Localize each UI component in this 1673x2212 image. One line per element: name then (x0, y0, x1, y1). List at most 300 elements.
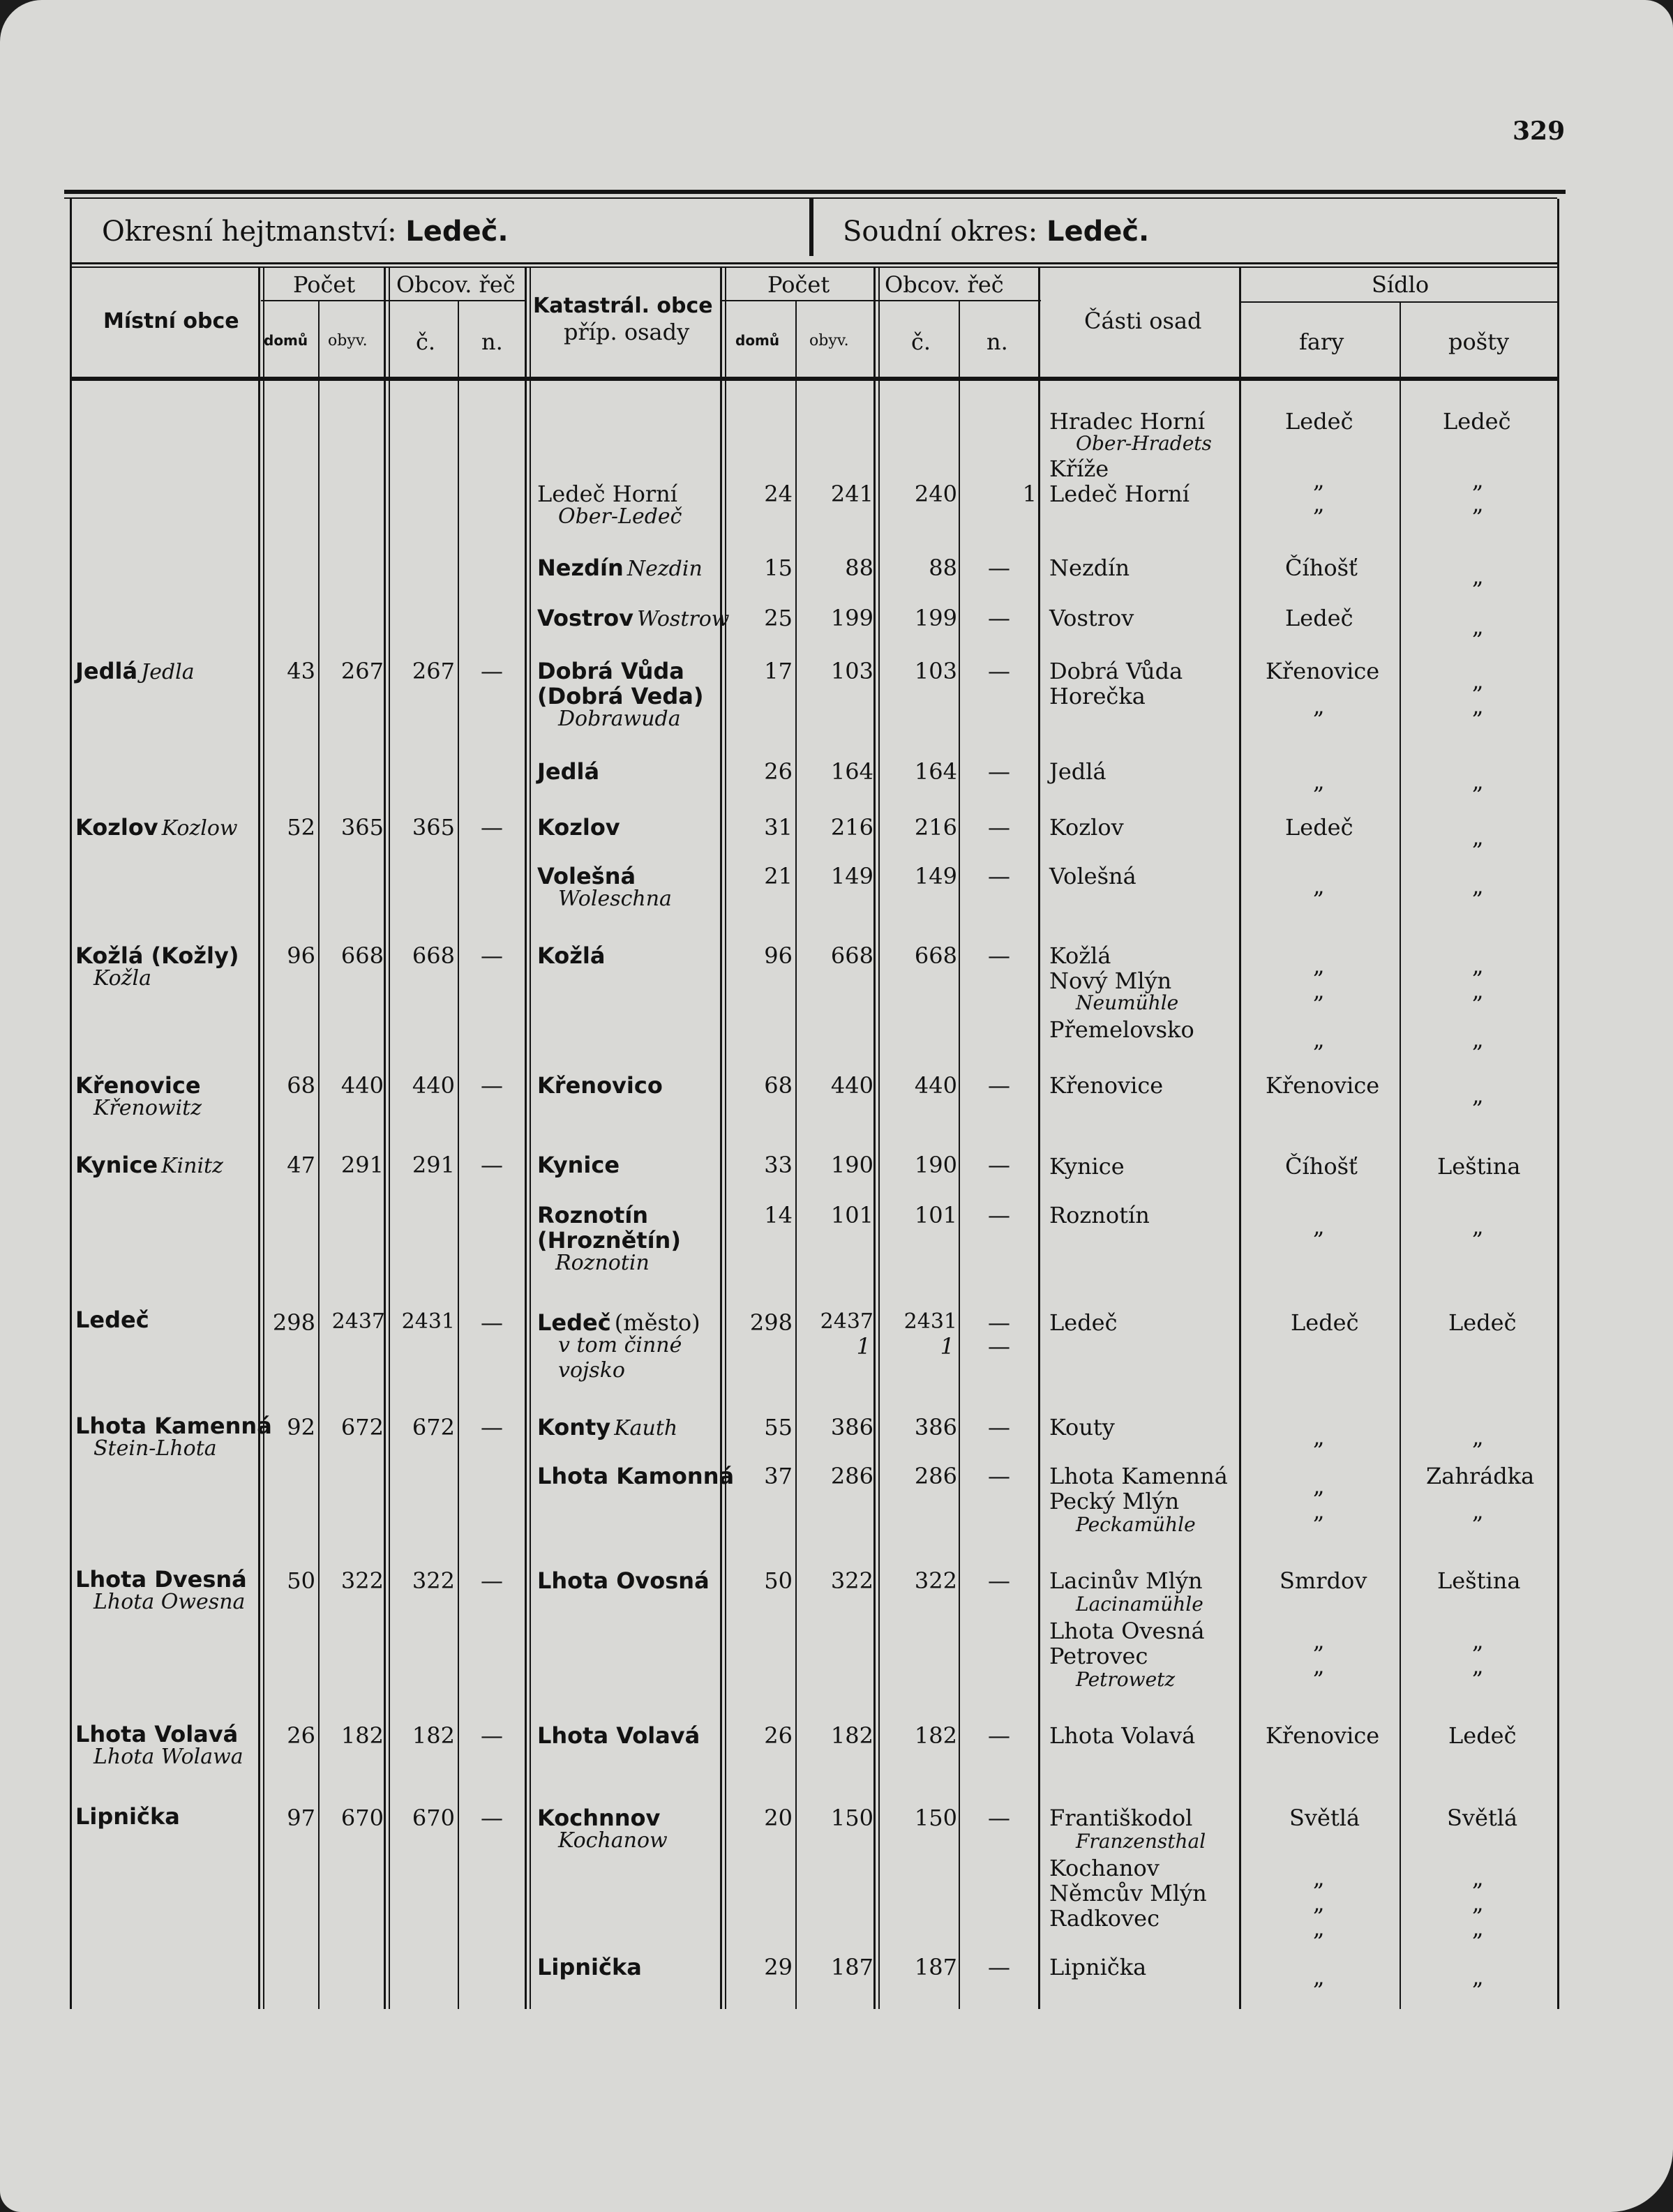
posty-value: Zahrádka (1426, 1463, 1535, 1489)
posty-value-3: „ (1472, 1026, 1484, 1053)
obec-obyv: 322 (340, 1567, 384, 1594)
obyv-value: 241 (830, 481, 873, 507)
part-name: Pecký Mlýn (1049, 1488, 1180, 1514)
part-name: Roznotín (1049, 1202, 1150, 1228)
fary-value: „ (1313, 467, 1325, 493)
vline-6 (720, 266, 722, 2009)
fary-value: „ (1313, 1915, 1325, 1941)
posty-value: Ledeč (1448, 1722, 1517, 1749)
obec-name-german: Lhota Wolawa (93, 1745, 243, 1769)
posty-value: „ (1472, 563, 1484, 589)
obyv-value: 149 (830, 863, 873, 889)
posty-value: „ (1472, 668, 1484, 694)
posty-value: „ (1472, 467, 1484, 493)
header-bottom-rule (70, 377, 1557, 381)
posty-value: Ledeč (1448, 1309, 1517, 1336)
c-value: 240 (914, 481, 957, 507)
obec-name: Kynice Kinitz (75, 1152, 223, 1178)
obec-name: Křenovice (75, 1072, 201, 1099)
fary-value: „ (1313, 1653, 1325, 1679)
obec-name: Kozlov Kozlow (75, 814, 238, 841)
domu-value: 31 (764, 814, 793, 841)
kat-name-german: Roznotin (555, 1251, 650, 1275)
fary-value: „ (1313, 768, 1325, 795)
c-value: 149 (914, 863, 957, 889)
obec-c: 322 (412, 1567, 455, 1594)
fary-value: „ (1313, 693, 1325, 719)
vline-6b (725, 266, 726, 2009)
fary-value: „ (1313, 952, 1325, 979)
fary-value: „ (1313, 1865, 1325, 1891)
part-name: Kožlá (1049, 942, 1111, 969)
obec-domu: 43 (287, 658, 315, 684)
kat-name-alt: (Hroznětín) (537, 1227, 681, 1254)
obec-c: 365 (412, 814, 455, 841)
posty-value: Leština (1437, 1153, 1521, 1180)
obyv-value: 164 (830, 758, 873, 785)
posty-value: „ (1472, 824, 1484, 850)
obyv-value: 668 (830, 942, 873, 969)
obec-domu: 68 (287, 1072, 315, 1099)
court-header (843, 218, 1149, 246)
part-name: Kynice (1049, 1153, 1125, 1180)
obec-domu: 50 (287, 1567, 315, 1594)
posty-value: Ledeč (1443, 408, 1511, 435)
posty-value: Leština (1437, 1567, 1521, 1594)
obec-name: Lhota Dvesná (75, 1566, 247, 1593)
vline-right (1557, 199, 1559, 2009)
kat-note: v tom činné (558, 1333, 682, 1357)
vline-5 (525, 266, 527, 2009)
n-value: — (988, 1309, 1010, 1336)
fary-value: „ (1313, 1424, 1325, 1450)
subheader-line-2 (721, 300, 1041, 301)
fary-value: „ (1313, 873, 1325, 899)
posty-value: „ (1472, 952, 1484, 979)
c-value: 187 (914, 1954, 957, 1980)
posty-value: „ (1472, 768, 1484, 795)
obec-obyv: 668 (340, 942, 384, 969)
obyv-value: 440 (830, 1072, 873, 1099)
fary-value: Světlá (1289, 1805, 1360, 1831)
n-value: — (988, 658, 1010, 684)
obec-c: 291 (412, 1152, 455, 1178)
fary-value: Ledeč (1285, 605, 1353, 631)
obec-name: Jedlá Jedla (75, 658, 195, 684)
kat-name-german: Ober-Ledeč (558, 504, 682, 529)
n-value: — (988, 1414, 1010, 1440)
part-name-german: Petrowetz (1076, 1668, 1176, 1691)
header-line-2 (70, 266, 1557, 268)
kat-name: Ledeč Horní (537, 481, 678, 507)
col-obyv-2: obyv. (809, 332, 849, 349)
domu-value: 55 (764, 1414, 793, 1440)
obec-n: — (481, 1309, 503, 1336)
obec-name: Kožlá (Kožly) (75, 942, 239, 969)
part-name: Dobrá Vůda (1049, 658, 1183, 684)
col-c: č. (416, 329, 436, 355)
kat-name: Křenovico (537, 1072, 663, 1099)
c-value: 164 (914, 758, 957, 785)
vline-1b (263, 266, 264, 2009)
domu-value: 29 (764, 1954, 793, 1980)
obec-domu: 96 (287, 942, 315, 969)
part-name: Lhota Ovesná (1049, 1618, 1205, 1644)
vline-1 (258, 266, 260, 2009)
part-name: Lipnička (1049, 1954, 1147, 1980)
vline-8b (878, 266, 880, 2009)
part-name: Lacinův Mlýn (1049, 1567, 1203, 1594)
c-value: 190 (914, 1152, 957, 1178)
obyv-value: 386 (830, 1414, 873, 1440)
part-name: Lhota Kamenná (1049, 1463, 1228, 1489)
kat-name: Dobrá Vůda (537, 658, 684, 684)
obec-n: — (481, 658, 503, 684)
n-value-2: — (988, 1333, 1010, 1360)
col-pocet-2: Počet (767, 271, 830, 298)
posty-value: „ (1472, 1915, 1484, 1941)
obec-obyv: 670 (340, 1805, 384, 1831)
n-value: — (988, 1954, 1010, 1980)
obec-name: Ledeč (75, 1307, 149, 1333)
obec-obyv: 2437 (331, 1309, 385, 1334)
n-value: — (988, 863, 1010, 889)
kat-name: Lhota Ovosná (537, 1567, 710, 1594)
obyv-value: 182 (830, 1722, 873, 1749)
kat-name: Volešná (537, 863, 636, 889)
col-prip-osady: příp. osady (564, 319, 690, 345)
obec-n: — (481, 814, 503, 841)
col-sidlo: Sídlo (1372, 271, 1430, 298)
vline-8 (873, 266, 876, 2009)
obec-name-german: Křenowitz (93, 1096, 202, 1120)
c-value: 2431 (903, 1309, 957, 1334)
col-obyv: obyv. (328, 332, 368, 349)
vline-3 (384, 266, 386, 2009)
kat-name: Jedlá (537, 758, 600, 785)
posty-value: „ (1472, 1082, 1484, 1108)
n-value: — (988, 1202, 1010, 1228)
obec-c: 182 (412, 1722, 455, 1749)
obec-n: — (481, 1414, 503, 1440)
court-name: Ledeč. (1046, 216, 1150, 248)
c-value: 216 (914, 814, 957, 841)
vline-2 (318, 301, 320, 2009)
col-domu: domů (264, 332, 308, 349)
kat-name: Vostrov Wostrow (537, 605, 730, 631)
obec-name: Lhota Kamenná (75, 1413, 272, 1439)
domu-value: 33 (764, 1152, 793, 1178)
obec-n: — (481, 1152, 503, 1178)
domu-value: 96 (764, 942, 793, 969)
obec-domu: 52 (287, 814, 315, 841)
part-name: Nový Mlýn (1049, 968, 1172, 994)
fary-value: Číhošť (1285, 1153, 1358, 1180)
n-value: 1 (1022, 481, 1037, 507)
c-value: 103 (914, 658, 957, 684)
obec-n: — (481, 1722, 503, 1749)
part-name-german: Peckamühle (1076, 1513, 1196, 1536)
obyv-value: 187 (830, 1954, 873, 1980)
part-name: Volešná (1049, 863, 1136, 889)
vline-11 (1239, 266, 1241, 2009)
kat-name: Lhota Kamonná (537, 1463, 735, 1489)
n-value: — (988, 758, 1010, 785)
obec-c: 440 (412, 1072, 455, 1099)
part-name-german: Franzensthal (1076, 1830, 1206, 1853)
n-value: — (988, 1072, 1010, 1099)
c-value: 386 (914, 1414, 957, 1440)
posty-value: „ (1472, 1498, 1484, 1524)
c-value: 182 (914, 1722, 957, 1749)
obec-domu: 26 (287, 1722, 315, 1749)
obec-name: Lhota Volavá (75, 1721, 239, 1747)
n-value: — (988, 1805, 1010, 1831)
kat-name: Nezdín Nezdin (537, 555, 703, 581)
obyv-value: 216 (830, 814, 873, 841)
posty-value: Světlá (1447, 1805, 1518, 1831)
col-c-2: č. (911, 329, 931, 355)
kat-name-alt: (Dobrá Veda) (537, 683, 704, 709)
subheader-line-3 (1240, 301, 1557, 303)
part-name: Kochanov (1049, 1855, 1160, 1881)
domu-value: 68 (764, 1072, 793, 1099)
c-value: 199 (914, 605, 957, 631)
fary-value: „ (1313, 1964, 1325, 1990)
posty-value-2: „ (1472, 977, 1484, 1004)
kat-name-german: Kochanow (558, 1828, 668, 1853)
fary-value: Ledeč (1285, 408, 1353, 435)
part-name: Ledeč Horní (1049, 481, 1190, 507)
domu-value: 25 (764, 605, 793, 631)
col-n-2: n. (986, 329, 1008, 355)
obyv-value: 103 (830, 658, 873, 684)
domu-value: 14 (764, 1202, 793, 1228)
domu-value: 26 (764, 758, 793, 785)
n-value: — (988, 605, 1010, 631)
fary-value: Ledeč (1291, 1309, 1359, 1336)
vline-10 (1038, 266, 1040, 2009)
kat-name: Lipnička (537, 1954, 642, 1980)
obyv-value: 101 (830, 1202, 873, 1228)
obyv-value: 199 (830, 605, 873, 631)
obec-c: 2431 (401, 1309, 455, 1334)
obec-domu: 97 (287, 1805, 315, 1831)
posty-value: „ (1472, 490, 1484, 517)
kat-name: Ledeč (město) (537, 1309, 700, 1336)
part-name: Kouty (1049, 1414, 1115, 1440)
c-value: 440 (914, 1072, 957, 1099)
part-name: Křenovice (1049, 1072, 1164, 1099)
part-name: Přemelovsko (1049, 1016, 1194, 1043)
district-label: Okresní hejtmanství: (102, 216, 397, 248)
posty-value: „ (1472, 1865, 1484, 1891)
col-fary: fary (1299, 329, 1344, 355)
posty-value: „ (1472, 1424, 1484, 1450)
fary-value-2: „ (1313, 977, 1325, 1004)
obec-name-german: Lhota Owesna (93, 1590, 246, 1614)
obyv-value: 150 (830, 1805, 873, 1831)
col-domu-2: domů (735, 332, 780, 349)
kat-name: Roznotín (537, 1202, 649, 1228)
header-line (70, 262, 1557, 264)
kat-name-german: Dobrawuda (558, 707, 681, 731)
part-name: Jedlá (1049, 758, 1106, 785)
header-divider (809, 199, 813, 256)
c-value: 668 (914, 942, 957, 969)
subheader-line-1 (261, 300, 526, 301)
obec-name-german: Kožla (93, 966, 151, 991)
fary-value-3: „ (1313, 1026, 1325, 1053)
part-name: Kozlov (1049, 814, 1124, 841)
n-value: — (988, 814, 1010, 841)
kat-name: Kynice (537, 1152, 620, 1178)
c-value: 322 (914, 1567, 957, 1594)
domu-value: 298 (749, 1309, 793, 1336)
posty-value: „ (1472, 873, 1484, 899)
obyv-value-2: 1 (856, 1333, 871, 1360)
obyv-value: 190 (830, 1152, 873, 1178)
fary-value: „ (1313, 1498, 1325, 1524)
c-value: 101 (914, 1202, 957, 1228)
obec-c: 267 (412, 658, 455, 684)
obec-domu: 47 (287, 1152, 315, 1178)
col-obcov-rec-2: Obcov. řeč (885, 271, 1004, 298)
part-name: Němcův Mlýn (1049, 1880, 1207, 1906)
c-value: 150 (914, 1805, 957, 1831)
fary-value: „ (1313, 1890, 1325, 1916)
posty-value: „ (1472, 613, 1484, 640)
part-name: Františkodol (1049, 1805, 1193, 1831)
col-katastral: Katastrál. obce (533, 294, 713, 318)
district-name: Ledeč. (405, 216, 509, 248)
fary-value: „ (1313, 1473, 1325, 1499)
obec-n: — (481, 942, 503, 969)
n-value: — (988, 942, 1010, 969)
part-name-german: Neumühle (1076, 991, 1179, 1014)
obec-c: 668 (412, 942, 455, 969)
kat-name: Kozlov (537, 814, 620, 841)
obec-obyv: 267 (340, 658, 384, 684)
n-value: — (988, 555, 1010, 581)
obec-obyv: 672 (340, 1414, 384, 1440)
part-name-german: Lacinamühle (1076, 1593, 1203, 1616)
domu-value: 50 (764, 1567, 793, 1594)
part-name: Ledeč (1049, 1309, 1118, 1336)
obec-name: Lipnička (75, 1803, 180, 1830)
part-name: Petrovec (1049, 1643, 1148, 1669)
kat-name: Kožlá (537, 942, 606, 969)
part-name: Kříže (1049, 456, 1109, 482)
fary-value: „ (1313, 1213, 1325, 1240)
kat-name-german: Woleschna (558, 887, 672, 911)
col-posty: pošty (1448, 329, 1510, 355)
vline-12 (1400, 301, 1401, 2009)
c-value: 286 (914, 1463, 957, 1489)
obec-n: — (481, 1072, 503, 1099)
fary-value: „ (1313, 490, 1325, 517)
district-header (102, 218, 509, 246)
col-obcov-rec: Obcov. řeč (396, 271, 516, 298)
n-value: — (988, 1722, 1010, 1749)
col-mistni-obce: Místní obce (103, 309, 239, 333)
domu-value: 37 (764, 1463, 793, 1489)
fary-value: Křenovice (1266, 1072, 1380, 1099)
kat-name: Lhota Volavá (537, 1722, 700, 1749)
obyv-value: 2437 (820, 1309, 873, 1334)
posty-value: „ (1472, 1964, 1484, 1990)
part-name: Nezdín (1049, 555, 1130, 581)
col-pocet: Počet (293, 271, 356, 298)
posty-value: „ (1472, 1213, 1484, 1240)
n-value: — (988, 1463, 1010, 1489)
obec-obyv: 440 (340, 1072, 384, 1099)
part-name: Horečka (1049, 683, 1146, 709)
vline-3b (389, 266, 390, 2009)
n-value: — (988, 1152, 1010, 1178)
part-name: Vostrov (1049, 605, 1134, 631)
fary-value: Ledeč (1285, 814, 1353, 841)
court-label: Soudní okres: (843, 216, 1038, 248)
fary-value: Křenovice (1266, 1722, 1380, 1749)
kat-name: Kochnnov (537, 1805, 661, 1831)
col-casti-osad: Části osad (1084, 308, 1202, 334)
part-name-german: Ober-Hradets (1076, 432, 1212, 455)
part-name: Radkovec (1049, 1905, 1160, 1932)
c-value-2: 1 (940, 1333, 954, 1360)
kat-name: Konty Kauth (537, 1414, 678, 1440)
domu-value: 20 (764, 1805, 793, 1831)
page-number: 329 (1513, 116, 1566, 146)
posty-value: „ (1472, 1627, 1484, 1654)
posty-value: „ (1472, 693, 1484, 719)
posty-value: „ (1472, 1653, 1484, 1679)
obec-c: 672 (412, 1414, 455, 1440)
obec-name-german: Stein-Lhota (93, 1436, 217, 1461)
fary-value: „ (1313, 1627, 1325, 1654)
vline-left (70, 199, 72, 2009)
part-name: Hradec Horní (1049, 408, 1206, 435)
domu-value: 15 (764, 555, 793, 581)
fary-value: Číhošť (1285, 555, 1358, 581)
part-name: Lhota Volavá (1049, 1722, 1196, 1749)
obyv-value: 286 (830, 1463, 873, 1489)
obec-obyv: 291 (340, 1152, 384, 1178)
obyv-value: 88 (845, 555, 873, 581)
obec-domu: 92 (287, 1414, 315, 1440)
obyv-value: 322 (830, 1567, 873, 1594)
obec-n: — (481, 1805, 503, 1831)
obec-n: — (481, 1567, 503, 1594)
top-rule (64, 190, 1566, 194)
fary-value: Křenovice (1266, 658, 1380, 684)
obec-obyv: 182 (340, 1722, 384, 1749)
domu-value: 21 (764, 863, 793, 889)
domu-value: 26 (764, 1722, 793, 1749)
domu-value: 17 (764, 658, 793, 684)
posty-value: „ (1472, 1890, 1484, 1916)
col-n: n. (481, 329, 503, 355)
c-value: 88 (929, 555, 957, 581)
kat-note-2: vojsko (558, 1358, 625, 1383)
fary-value: Smrdov (1280, 1567, 1367, 1594)
obec-domu: 298 (272, 1309, 315, 1336)
n-value: — (988, 1567, 1010, 1594)
domu-value: 24 (764, 481, 793, 507)
vline-5b (530, 266, 531, 2009)
obec-obyv: 365 (340, 814, 384, 841)
obec-c: 670 (412, 1805, 455, 1831)
